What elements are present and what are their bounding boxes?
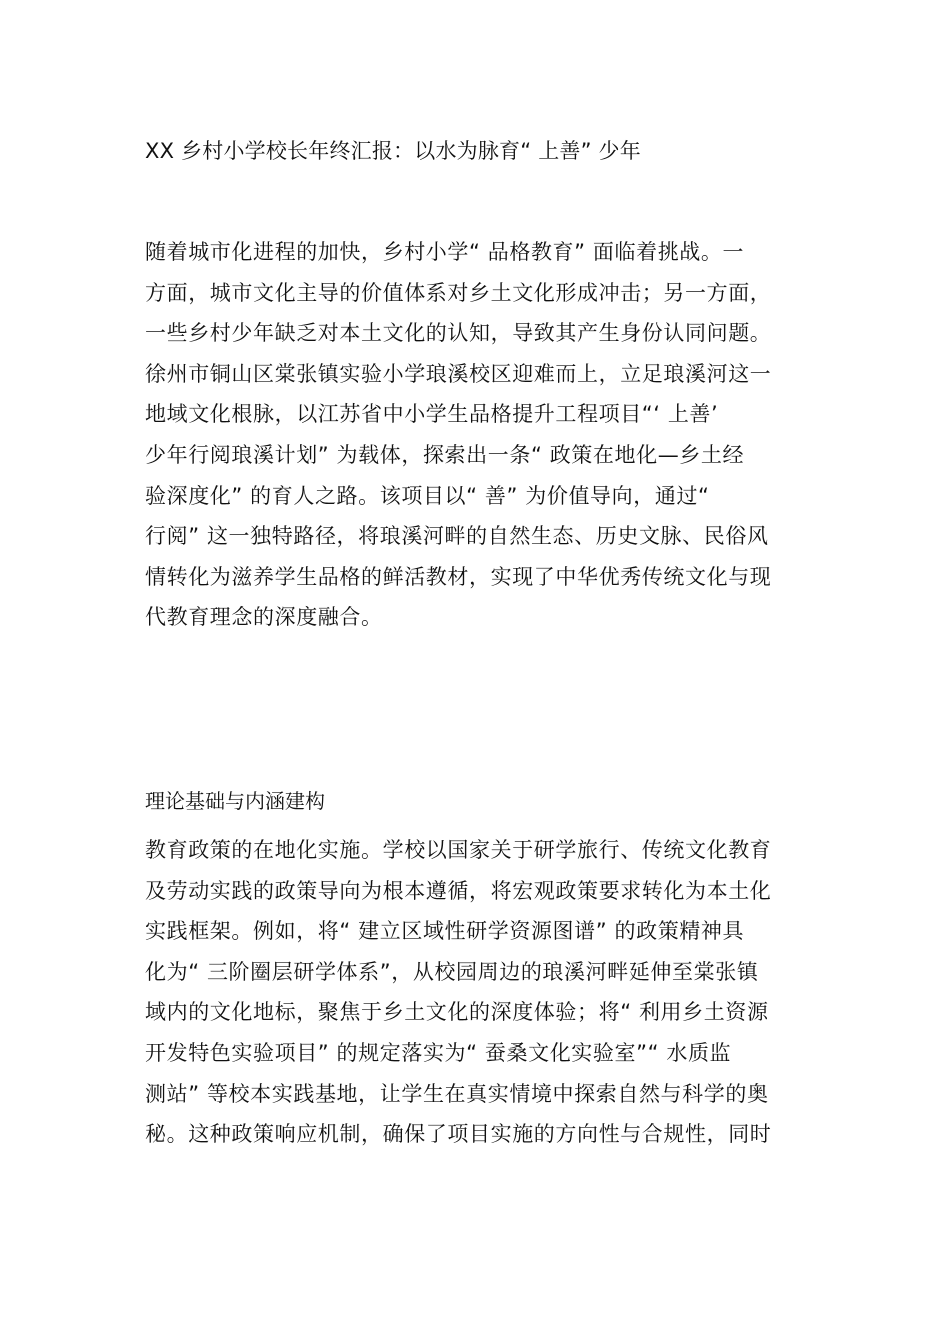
text-line: 实践框架。例如，将“ 建立区域性研学资源图谱” 的政策精神具	[145, 919, 745, 944]
text-line: 情转化为滋养学生品格的鲜活教材，实现了中华优秀传统文化与现	[145, 564, 772, 589]
text-line: 及劳动实践的政策导向为根本遵循，将宏观政策要求转化为本土化	[145, 878, 772, 903]
section-paragraph	[145, 830, 771, 1155]
document-title: XX 乡村小学校长年终汇报：以水为脉育“ 上善” 少年	[145, 139, 641, 163]
text-line: 行阅” 这一独特路径，将琅溪河畔的自然生态、历史文脉、民俗风	[145, 524, 769, 549]
section-heading: 理论基础与内涵建构	[145, 789, 325, 813]
text-line: 秘。这种政策响应机制，确保了项目实施的方向性与合规性，同时	[145, 1122, 772, 1147]
text-line: 一些乡村少年缺乏对本土文化的认知，导致其产生身份认同问题。	[145, 321, 772, 346]
text-line: 少年行阅琅溪计划” 为载体，探索出一条“ 政策在地化—乡土经	[145, 442, 745, 467]
text-line: 代教育理念的深度融合。	[145, 605, 383, 630]
text-line: 方面，城市文化主导的价值体系对乡土文化形成冲击；另一方面，	[145, 280, 772, 305]
intro-paragraph	[145, 232, 771, 638]
text-line: 教育政策的在地化实施。学校以国家关于研学旅行、传统文化教育	[145, 838, 772, 862]
text-line: 化为“ 三阶圈层研学体系”，从校园周边的琅溪河畔延伸至棠张镇	[145, 959, 759, 984]
text-line: 开发特色实验项目” 的规定落实为“ 蚕桑文化实验室”“ 水质监	[145, 1040, 732, 1065]
text-line: 测站” 等校本实践基地，让学生在真实情境中探索自然与科学的奥	[145, 1081, 769, 1106]
text-line: 徐州市铜山区棠张镇实验小学琅溪校区迎难而上，立足琅溪河这一	[145, 361, 772, 386]
text-line: 地域文化根脉，以江苏省中小学生品格提升工程项目“‘ 上善’	[145, 402, 719, 427]
text-line: 域内的文化地标，聚焦于乡土文化的深度体验；将“ 利用乡土资源	[145, 1000, 769, 1025]
text-line: 验深度化” 的育人之路。该项目以“ 善” 为价值导向，通过“	[145, 483, 710, 508]
text-line: 随着城市化进程的加快，乡村小学“ 品格教育” 面临着挑战。一	[145, 240, 745, 264]
